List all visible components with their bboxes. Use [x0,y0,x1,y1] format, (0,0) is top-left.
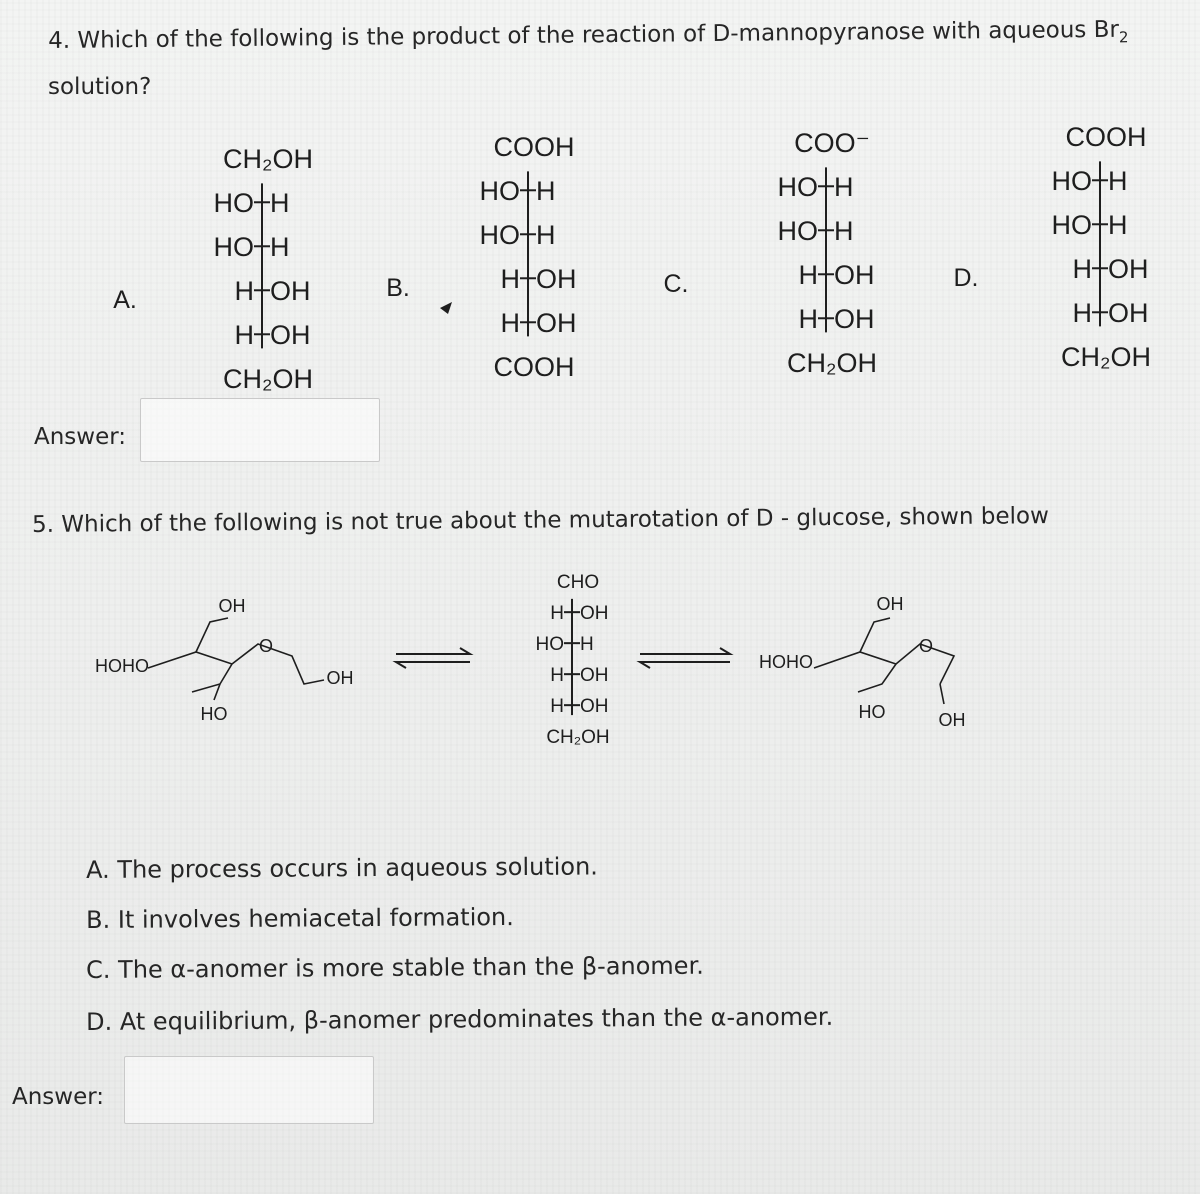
option-c-fischer-right-sub-3: OH [834,260,875,290]
beta-ho-bottom-label: HO [858,702,886,722]
alpha-ch2oh-bond [196,618,228,652]
option-d-fischer-right-sub-4: OH [1108,298,1149,328]
option-d-fischer-left-sub-1: HO [1051,166,1092,196]
beta-c1-bond [940,684,944,704]
option-b-fischer-left-sub-4: H [500,308,520,338]
open-chain-fischer-bottom-group: CH₂OH [546,727,610,748]
alpha-oh-top-label: OH [218,596,246,616]
equilibrium-arrow-forward-left [396,648,470,654]
option-d-fischer-right-sub-2: H [1108,210,1128,240]
equilibrium-arrow-forward-right [640,648,730,654]
option-b-fischer-top-group: COOH [493,132,575,162]
option-c-fischer-left-sub-3: H [798,260,818,290]
open-chain-fischer-right-sub-1: OH [580,603,609,624]
option-b-fischer-right-sub-3: OH [536,264,577,294]
cursor-arrow-icon [440,302,452,314]
beta-oh-top-label: OH [876,594,904,614]
q4-prompt-line1: 4. Which of the following is the product of the reaction of D-mannopyranose with aqueous Br [48,16,1119,54]
option-a-fischer-right-sub-2: H [270,232,290,262]
q5-choice-a: A. The process occurs in aqueous solution. [86,852,598,884]
option-d-fischer-top-group: COOH [1065,122,1147,152]
option-c-fischer-right-sub-1: H [834,172,854,202]
beta-ch2oh-bond [860,618,890,652]
option-c-fischer-right-sub-2: H [834,216,854,246]
alpha-ring-bonds [148,644,324,692]
open-chain-fischer-right-sub-3: OH [580,665,609,686]
option-c-fischer-left-sub-2: HO [777,216,818,246]
option-d-fischer-bottom-group: CH₂OH [1061,342,1151,372]
beta-oh-bottom-label: OH [938,710,966,730]
option-b-fischer-left-sub-3: H [500,264,520,294]
option-c-fischer-left-sub-4: H [798,304,818,334]
option-c-letter: C. [663,270,689,298]
option-b-fischer-left-sub-1: HO [479,176,520,206]
option-a-fischer-right-sub-4: OH [270,320,311,350]
equilibrium-arrow-back-left [396,662,470,668]
beta-ring-o-label: O [918,636,934,656]
open-chain-fischer-left-sub-1: H [550,603,564,624]
option-d-fischer-left-sub-3: H [1072,254,1092,284]
alpha-hoho-label: HOHO [95,656,149,676]
option-b-fischer-bottom-group: COOH [493,352,575,382]
q5-choice-d: D. At equilibrium, β-anomer predominates than the α-anomer. [86,1002,834,1036]
option-d-fischer-left-sub-2: HO [1051,210,1092,240]
open-chain-fischer-left-sub-3: H [550,665,564,686]
alpha-oh-right-label: OH [326,668,354,688]
option-a-fischer-right-sub-3: OH [270,276,311,306]
open-chain-fischer-right-sub-4: OH [580,696,609,717]
q4-answer-input[interactable] [140,398,380,462]
option-d-fischer-right-sub-3: OH [1108,254,1149,284]
option-d-fischer-right-sub-1: H [1108,166,1128,196]
option-b-letter: B. [386,274,410,302]
option-c-fischer-top-group: COO⁻ [794,128,870,158]
option-c-fischer-bottom-group: CH₂OH [787,348,877,378]
option-b-fischer-right-sub-1: H [536,176,556,206]
option-b-fischer-left-sub-2: HO [479,220,520,250]
beta-hoho-label: HOHO [759,652,813,672]
open-chain-fischer-left-sub-2: HO [535,634,564,655]
option-a-fischer-left-sub-1: HO [213,188,254,218]
q5-choice-b: B. It involves hemiacetal formation. [86,903,514,934]
option-a-fischer-top-group: CH₂OH [223,144,313,174]
option-a-fischer-left-sub-3: H [234,276,254,306]
alpha-ring-o-label: O [258,636,274,656]
option-b-fischer-right-sub-2: H [536,220,556,250]
option-c-fischer-right-sub-4: OH [834,304,875,334]
q4-prompt [48,17,1129,58]
option-a-fischer-left-sub-4: H [234,320,254,350]
q5-prompt: 5. Which of the following is not true about the mutarotation of D - glucose, shown below [32,503,1049,538]
option-a-fischer-left-sub-2: HO [213,232,254,262]
open-chain-fischer-left-sub-4: H [550,696,564,717]
option-d-letter: D. [953,264,979,292]
option-a-fischer-right-sub-1: H [270,188,290,218]
option-d-fischer-left-sub-4: H [1072,298,1092,328]
q5-answer-label: Answer: [12,1084,105,1110]
option-c-fischer-left-sub-1: HO [777,172,818,202]
equilibrium-arrow-back-right [640,662,730,668]
q4-prompt-subscript: 2 [1118,28,1129,47]
q5-choice-c: C. The α-anomer is more stable than the β-anomer. [86,951,704,984]
alpha-c3-bond [214,684,220,700]
mutarotation-figure [0,560,1200,760]
option-a-letter: A. [113,286,137,314]
alpha-ho-bottom-label: HO [200,704,228,724]
open-chain-fischer-top-group: CHO [556,572,600,593]
q4-prompt-line2: solution? [48,74,152,100]
q5-answer-input[interactable] [124,1056,374,1124]
open-chain-fischer-right-sub-2: H [580,634,594,655]
option-a-fischer-bottom-group: CH₂OH [223,364,313,394]
q4-answer-label: Answer: [34,424,127,450]
option-b-fischer-right-sub-4: OH [536,308,577,338]
